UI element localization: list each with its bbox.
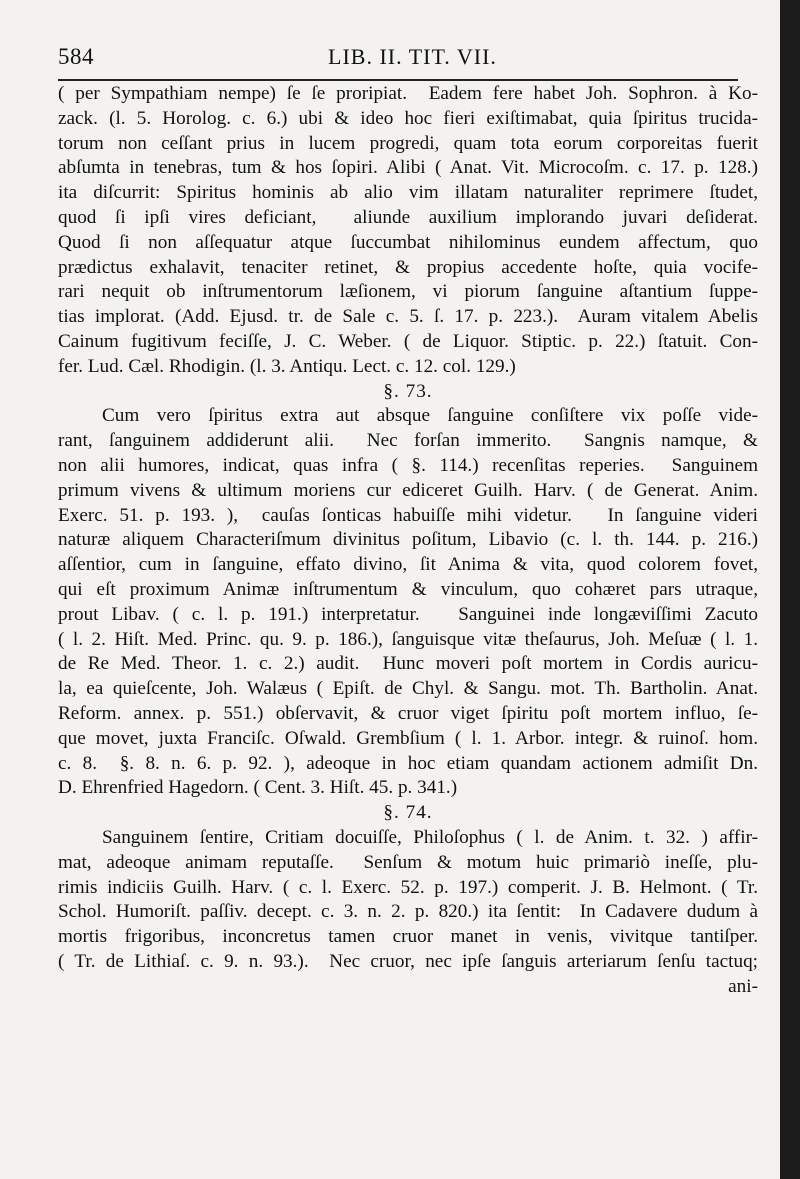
text-line: Cainum fugitivum feciſſe, J. C. Weber. ( de Liquor. Stiptic. p. 22.) ſtatuit. Con- xyxy=(58,330,758,352)
text-line: prædictus exhalavit, tenaciter retinet, & propius accedente hoſte, quia vocife- xyxy=(58,256,758,278)
text-line: D. Ehrenfried Hagedorn. ( Cent. 3. Hiſt. 45. p. 341.) xyxy=(58,777,458,799)
page-number: 584 xyxy=(58,44,94,69)
body-text xyxy=(58,82,758,999)
catchword: ani- xyxy=(728,975,758,997)
section-heading-74: §. 74. xyxy=(383,802,433,824)
text-line: non alii humores, indicat, quas infra ( §. 114.) recenſitas reperies. Sanguinem xyxy=(58,454,758,476)
text-line: zack. (l. 5. Horolog. c. 6.) ubi & ideo hoc fieri exiſtimabat, quia ſpiritus trucida- xyxy=(58,107,758,129)
text-line: primum vivens & ultimum moriens cur ediceret Guilh. Harv. ( de Generat. Anim. xyxy=(58,479,758,501)
text-line: mortis frigoribus, inconcretus tamen cruor manet in venis, vivitque tantiſper. xyxy=(58,926,758,948)
text-line: torum non ceſſant prius in lucem progredi, quam tota eorum corporeitas fuerit xyxy=(58,132,758,154)
text-line: tias implorat. (Add. Ejusd. tr. de Sale c. 5. ſ. 17. p. 223.). Auram vitalem Abelis xyxy=(58,306,758,328)
text-line: ita diſcurrit: Spiritus hominis ab alio vim illatam naturaliter reprimere ſtudet, xyxy=(58,182,758,204)
page-edge-shadow xyxy=(780,0,800,1179)
text-line: ( Tr. de Lithiaſ. c. 9. n. 93.). Nec cruor, nec ipſe ſanguis arteriarum ſenſu tactuq; xyxy=(58,950,758,972)
text-line: Schol. Humoriſt. paſſiv. decept. c. 3. n. 2. p. 820.) ita ſentit: In Cadavere dudum à xyxy=(58,901,758,923)
text-line: prout Libav. ( c. l. p. 191.) interpretatur. Sanguinei inde longæviſſimi Zacuto xyxy=(58,603,758,625)
text-line: ( l. 2. Hiſt. Med. Princ. qu. 9. p. 186.), ſanguisque vitæ theſaurus, Joh. Meſuæ ( l. 1. xyxy=(58,628,758,650)
text-line: aſſentior, cum in ſanguine, effato divino, ſit Anima & vita, quod colorem fovet, xyxy=(58,554,758,576)
text-line: rimis indiciis Guilh. Harv. ( c. l. Exerc. 52. p. 197.) comperit. J. B. Helmont. ( Tr. xyxy=(58,876,758,898)
text-line: ( per Sympathiam nempe) ſe ſe proripiat. Eadem fere habet Joh. Sophron. à Ko- xyxy=(58,83,758,104)
text-line: mat, adeoque animam reputaſſe. Senſum & motum huic primariò ineſſe, plu- xyxy=(58,851,758,873)
text-line: rant, ſanguinem addiderunt alii. Nec forſan immerito. Sangnis namque, & xyxy=(58,430,758,452)
page-header xyxy=(58,40,758,80)
text-line: rari nequit ob inſtrumentorum læſionem, vi piorum ſanguine aſtantium ſuppe- xyxy=(58,281,758,303)
header-rule xyxy=(58,79,738,81)
text-line: Cum vero ſpiritus extra aut absque ſanguine conſiſtere vix poſſe vide- xyxy=(102,405,758,427)
text-line: quod ſi ipſi vires deficiant, aliunde auxilium implorando juvari deſiderat. xyxy=(58,206,758,228)
text-line: abſumta in tenebras, tum & hos ſopiri. Alibi ( Anat. Vit. Microcoſm. c. 17. p. 128.) xyxy=(58,157,758,179)
text-line: c. 8. §. 8. n. 6. p. 92. ), adeoque in hoc etiam quandam actionem admiſit Dn. xyxy=(58,752,758,774)
text-line: de Re Med. Theor. 1. c. 2.) audit. Hunc moveri poſt mortem in Cordis auricu- xyxy=(58,653,758,675)
text-line: fer. Lud. Cæl. Rhodigin. (l. 3. Antiqu. Lect. c. 12. col. 129.) xyxy=(58,355,516,377)
text-line: la, ea quieſcente, Joh. Walæus ( Epiſt. de Chyl. & Sangu. mot. Th. Bartholin. Anat. xyxy=(58,678,758,700)
text-line: Sanguinem ſentire, Critiam docuiſſe, Philoſophus ( l. de Anim. t. 32. ) affir- xyxy=(102,826,758,848)
section-heading-73: §. 73. xyxy=(383,380,433,402)
text-line: Exerc. 51. p. 193. ), cauſas ſonticas habuiſſe mihi videtur. In ſanguine videri xyxy=(58,504,758,526)
text-line: qui eſt proximum Animæ inſtrumentum & vinculum, quo cohæret pars utraque, xyxy=(58,578,758,600)
running-head: LIB. II. TIT. VII. xyxy=(328,44,497,69)
text-line: Reform. annex. p. 551.) obſervavit, & cruor viget ſpiritu poſt mortem influo, ſe- xyxy=(58,702,758,724)
text-line: Quod ſi non aſſequatur atque ſuccumbat nihilominus eundem affectum, quo xyxy=(58,231,758,253)
text-line: que movet, juxta Franciſc. Oſwald. Grembſium ( l. 1. Arbor. integr. & ruinoſ. hom. xyxy=(58,727,758,749)
text-line: naturæ aliquem Characteriſmum divinitus poſitum, Libavio (c. l. th. 144. p. 216.) xyxy=(58,529,758,551)
